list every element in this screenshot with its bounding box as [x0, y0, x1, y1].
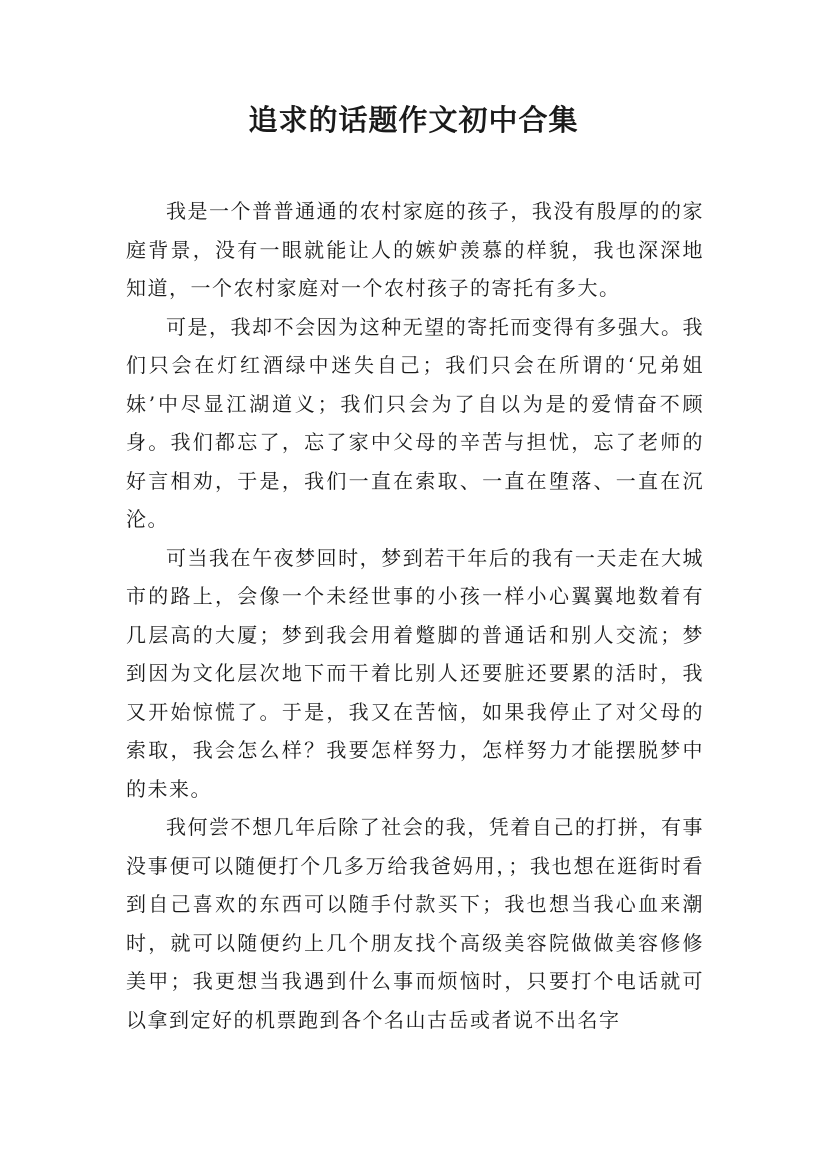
document-title: 追求的话题作文初中合集	[248, 103, 579, 137]
paragraph-3: 可当我在午夜梦回时，梦到若干年后的我有一天走在大城市的路上，会像一个未经世事的小孩一样小心翼翼地数着有几层高的大厦；梦到我会用着蹩脚的普通话和别人交流；梦到因为文化层次地下而干着比别人还要脏还要累的活时，我又开始惊慌了。于是，我又在苦恼，如果我停止了对父母的索取，我会怎么样？我要怎样努力，怎样努力才能摆脱梦中的未来。	[126, 545, 704, 801]
paragraph-2: 可是，我却不会因为这种无望的寄托而变得有多强大。我们只会在灯红酒绿中迷失自己；我们只会在所谓的‘兄弟姐妹’中尽显江湖道义；我们只会为了自以为是的爱情奋不顾身。我们都忘了，忘了家中父母的辛苦与担忧，忘了老师的好言相劝，于是，我们一直在索取、一直在堕落、一直在沉沦。	[126, 314, 704, 531]
paragraph-1: 我是一个普普通通的农村家庭的孩子，我没有殷厚的的家庭背景，没有一眼就能让人的嫉妒羡慕的样貌，我也深深地知道，一个农村家庭对一个农村孩子的寄托有多大。	[126, 199, 704, 300]
paragraph-4: 我何尝不想几年后除了社会的我，凭着自己的打拼，有事没事便可以随便打个几多万给我爸妈用，；我也想在逛街时看到自己喜欢的东西可以随手付款买下；我也想当我心血来潮时，就可以随便约上几个朋友找个高级美容院做做美容修修美甲；我更想当我遇到什么事而烦恼时，只要打个电话就可以拿到定好的机票跑到各个名山古岳或者说不出名字	[126, 815, 704, 1032]
document-body	[126, 192, 704, 1039]
